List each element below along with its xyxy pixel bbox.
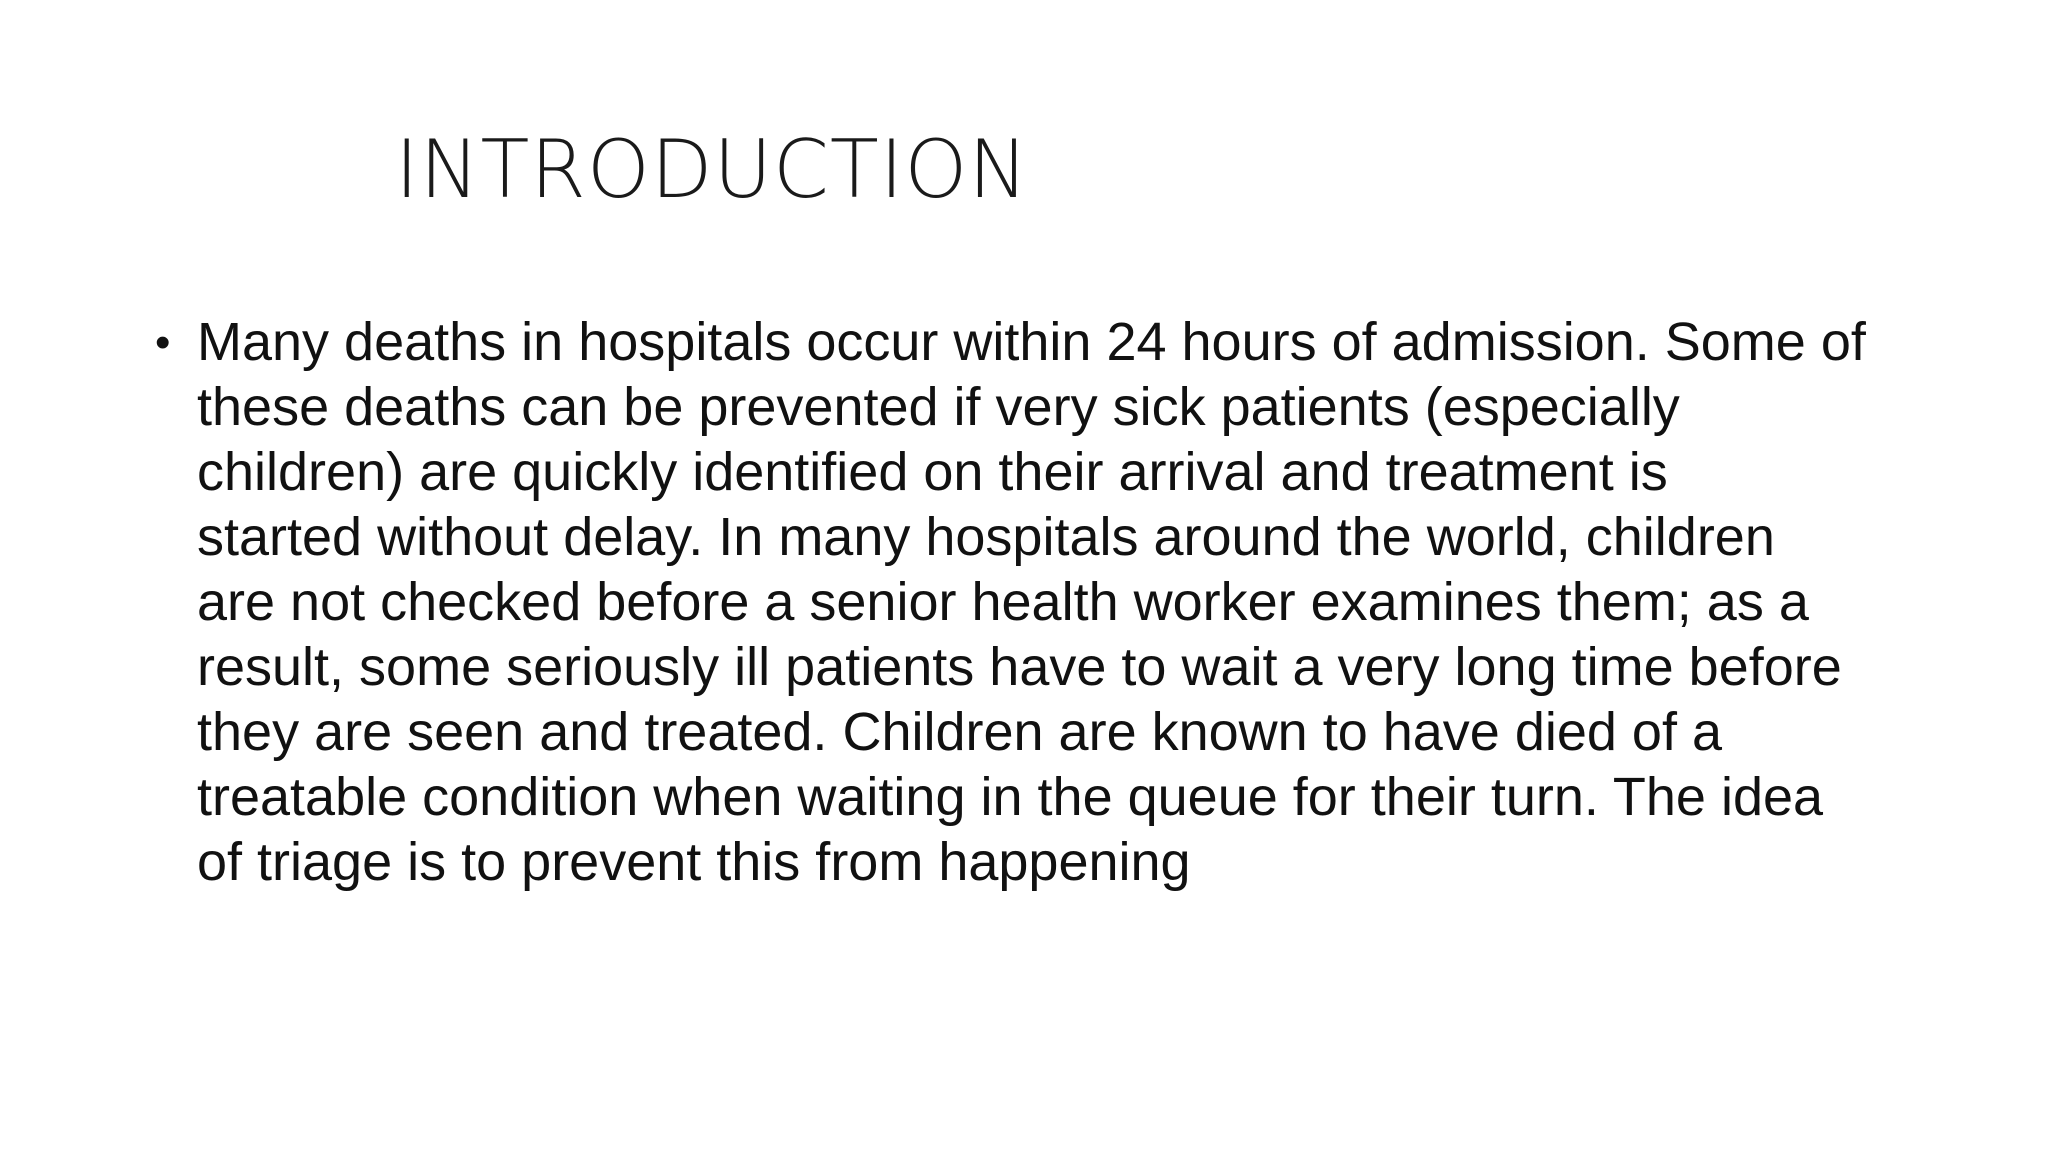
bullet-line-5: are not checked before a senior health worker examines them; as a bbox=[197, 572, 1809, 632]
bullet-line-2: these deaths can be prevented if very sick patients (especially bbox=[197, 377, 1680, 437]
bullet-dot-icon: • bbox=[155, 318, 171, 367]
bullet-line-6: result, some seriously ill patients have to wait a very long time before bbox=[197, 637, 1842, 697]
bullet-list bbox=[155, 310, 1915, 895]
bullet-line-1: Many deaths in hospitals occur within 24 hours of admission. Some of bbox=[197, 312, 1866, 372]
slide-title: INTRODUCTION bbox=[395, 123, 1030, 216]
bullet-line-4: started without delay. In many hospitals around the world, children bbox=[197, 507, 1775, 567]
bullet-line-8: treatable condition when waiting in the queue for their turn. The idea bbox=[197, 767, 1824, 827]
bullet-line-7: they are seen and treated. Children are known to have died of a bbox=[197, 702, 1722, 762]
bullet-item bbox=[155, 310, 1915, 895]
bullet-line-9: of triage is to prevent this from happening bbox=[197, 832, 1191, 892]
bullet-line-3: children) are quickly identified on their arrival and treatment is bbox=[197, 442, 1668, 502]
